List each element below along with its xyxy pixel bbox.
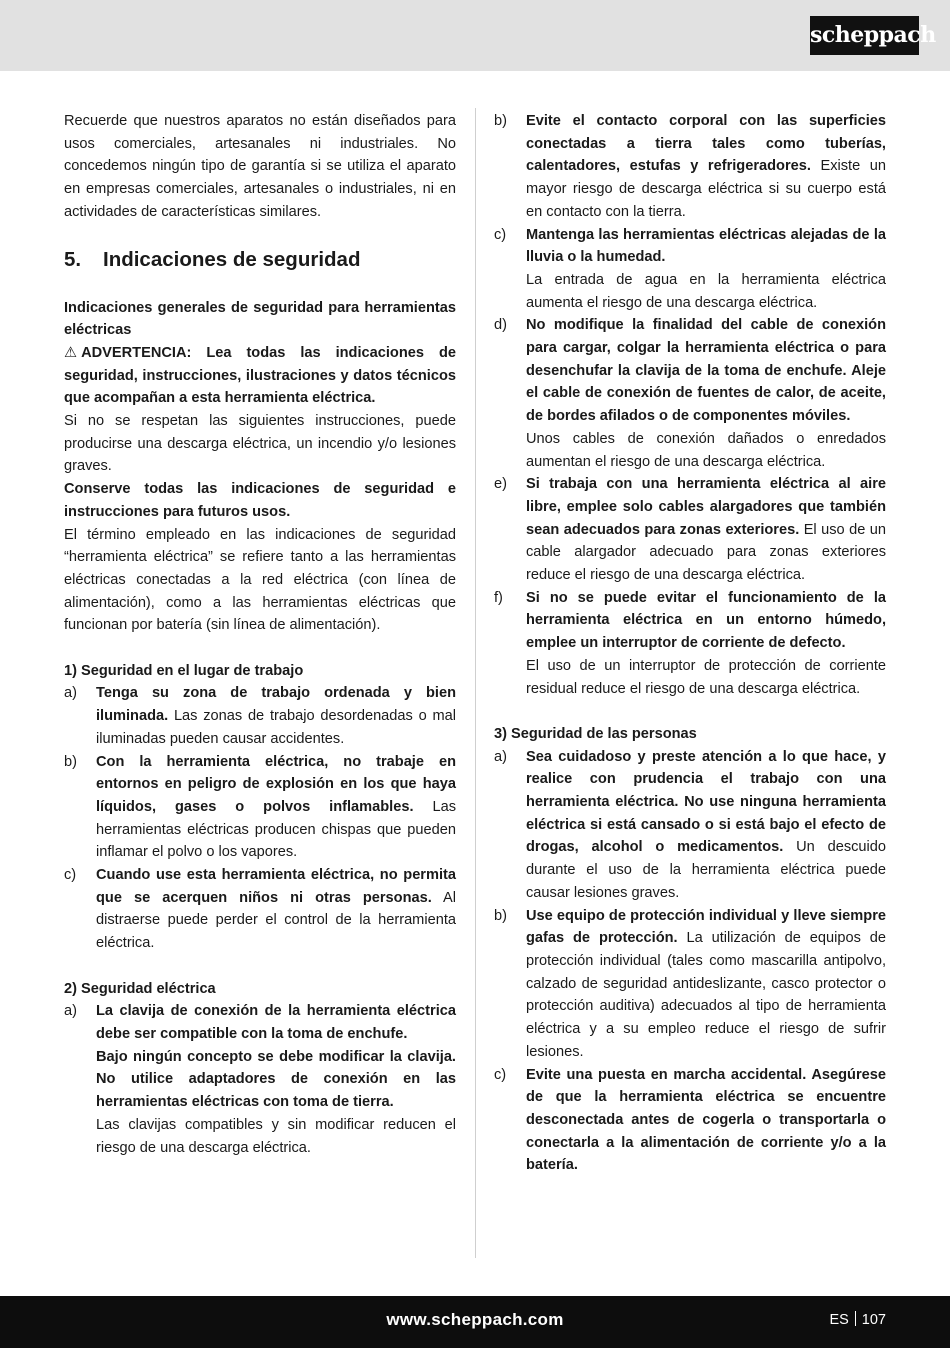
item-label: c) [494,226,507,243]
s1-list [64,682,456,954]
item-label: a) [64,685,77,702]
left-column [64,110,456,1159]
item-text: Las herramientas eléctricas producen chispas que pueden inflamar el polvo o los vapores. [96,798,456,861]
separator [855,1311,856,1326]
item-bold: Evite el contacto corporal con las superficies conectadas a tierra tales como tuberías, calentadores, estufas y refrigeradores. [526,113,886,175]
list-item [64,1000,456,1159]
item-label: d) [494,317,507,334]
item-bold: Tenga su zona de trabajo ordenada y bien iluminada. [96,685,456,725]
item-bold: Mantenga las herramientas eléctricas alejadas de la lluvia o la humedad. [526,226,886,266]
item-label: f) [494,589,503,606]
list-item [494,110,886,224]
page-number [829,1311,886,1328]
section-title: Indicaciones de seguridad [103,247,361,271]
item-bold: Si trabaja con una herramienta eléctrica al aire libre, emplee solo cables alargadores que también sean adecuados para zonas exteriores. [526,476,886,538]
term-paragraph: El término empleado en las indicaciones de seguridad “herramienta eléctrica” se refiere tanto a las herramientas eléctricas conectadas a la red eléctrica (con línea de alimentación), como a las herramientas eléctricas que funcionan por batería (sin línea de alimentación). [64,526,456,634]
item-text: Las zonas de trabajo desordenadas o mal iluminadas pueden causar accidentes. [96,708,456,747]
item-label: b) [494,907,507,924]
list-item [64,864,456,955]
warning-bold: ADVERTENCIA: Lea todas las indicaciones de seguridad, instrucciones, ilustraciones y datos técnicos que acompañan a esta herramienta eléctrica. [64,344,456,407]
intro-paragraph: Recuerde que nuestros aparatos no están diseñados para usos comerciales, artesanales ni industriales. No concedemos ningún tipo de garantía si se utiliza el aparato en empresas comerciales, artesanales o industriales, ni en actividades de características similares. [64,113,456,220]
item-text: Existe un mayor riesgo de descarga eléctrica si su cuerpo está en contacto con la tierra. [526,158,886,220]
item-label: a) [494,748,507,765]
language-code: ES [829,1312,849,1328]
item-text: Las clavijas compatibles y sin modificar reducen el riesgo de una descarga eléctrica. [96,1116,456,1156]
item-text: El uso de un interruptor de protección de corriente residual reduce el riesgo de una descarga eléctrica. [526,657,886,697]
item-bold: Use equipo de protección individual y lleve siempre gafas de protección. [526,907,886,947]
footer-url[interactable]: www.scheppach.com [386,1310,564,1329]
section-number: 5. [64,247,82,271]
item-bold: La clavija de conexión de la herramienta eléctrica debe ser compatible con la toma de enchufe. [96,1003,456,1042]
list-item [64,751,456,865]
section-heading [64,246,456,274]
conserve-paragraph: Conserve todas las indicaciones de seguridad e instrucciones para futuros usos. [64,481,456,520]
list-item [494,1064,886,1178]
brand-logo: scheppach [810,16,919,55]
warning-icon: ⚠ [64,344,78,361]
item-label: a) [64,1003,77,1020]
header-band [0,0,950,71]
general-heading: Indicaciones generales de seguridad para herramientas eléctricas [64,299,456,339]
footer-band [0,1296,950,1348]
list-item [494,905,886,1064]
item-bold: Con la herramienta eléctrica, no trabaje en entornos en peligro de explosión en los que haya líquidos, gases o polvos inflamables. [96,753,456,815]
right-column [494,110,886,1177]
item-text: La entrada de agua en la herramienta eléctrica aumenta el riesgo de una descarga eléctrica. [526,271,886,311]
item-bold: Sea cuidadoso y preste atención a lo que hace, y realice con prudencia el trabajo con una herramienta eléctrica. No use ninguna herramienta eléctrica si está cansado o si está bajo el efecto de drogas, alcohol o medicamentos. [526,748,886,856]
warning-text: Si no se respetan las siguientes instrucciones, puede producirse una descarga eléctrica, un incendio y/o lesiones graves. [64,413,456,475]
list-item [494,314,886,473]
item-label: c) [494,1066,507,1083]
item-label: b) [64,753,77,770]
list-item [64,682,456,750]
column-divider [475,108,476,1258]
item-bold: Bajo ningún concepto se debe modificar la clavija. No utilice adaptadores de conexión en las herramientas eléctricas con toma de tierra. [96,1048,456,1111]
list-item [494,746,886,905]
item-text: La utilización de equipos de protección individual (tales como mascarilla antipolvo, calzado de seguridad antideslizante, casco protector o protección auditiva) adecuados al tipo de herramienta eléctrica y a su empleo reduce el riesgo de sufrir lesiones. [526,930,886,1060]
warning-paragraph [64,342,456,410]
list-item [494,473,886,587]
s3-heading: 3) Seguridad de las personas [494,725,697,742]
item-bold: Si no se puede evitar el funcionamiento de la herramienta eléctrica en un entorno húmedo, emplee un interruptor de corriente de defecto. [526,589,886,652]
item-label: e) [494,476,507,493]
item-text: Al distraerse puede perder el control de la herramienta eléctrica. [96,889,457,952]
item-label: b) [494,113,507,129]
page-value: 107 [861,1312,886,1328]
item-label: c) [64,867,77,884]
item-text: El uso de un cable alargador adecuado para zonas exteriores reduce el riesgo de una descarga eléctrica. [526,521,886,584]
list-item [494,224,886,315]
s2-heading: 2) Seguridad eléctrica [64,980,216,997]
item-bold: Cuando use esta herramienta eléctrica, no permita que se acerquen niños ni otras personas. [96,867,456,906]
item-bold: No modifique la finalidad del cable de conexión para cargar, colgar la herramienta eléctrica o para desenchufar la clavija de la toma de enchufe. Aleje el cable de conexión de fuentes de calor, de aceite, de bordes afilados o de componentes móviles. [526,317,886,425]
s1-heading: 1) Seguridad en el lugar de trabajo [64,662,304,679]
item-bold: Evite una puesta en marcha accidental. Asegúrese de que la herramienta eléctrica se encuentre desconectada antes de cogerla o transportarla o conectarla a la alimentación de corriente y/o a la batería. [526,1066,886,1174]
list-item [494,587,886,701]
item-text: Unos cables de conexión dañados o enredados aumentan el riesgo de una descarga eléctrica. [526,430,886,470]
item-text: Un descuido durante el uso de la herramienta eléctrica puede causar lesiones graves. [526,839,887,901]
